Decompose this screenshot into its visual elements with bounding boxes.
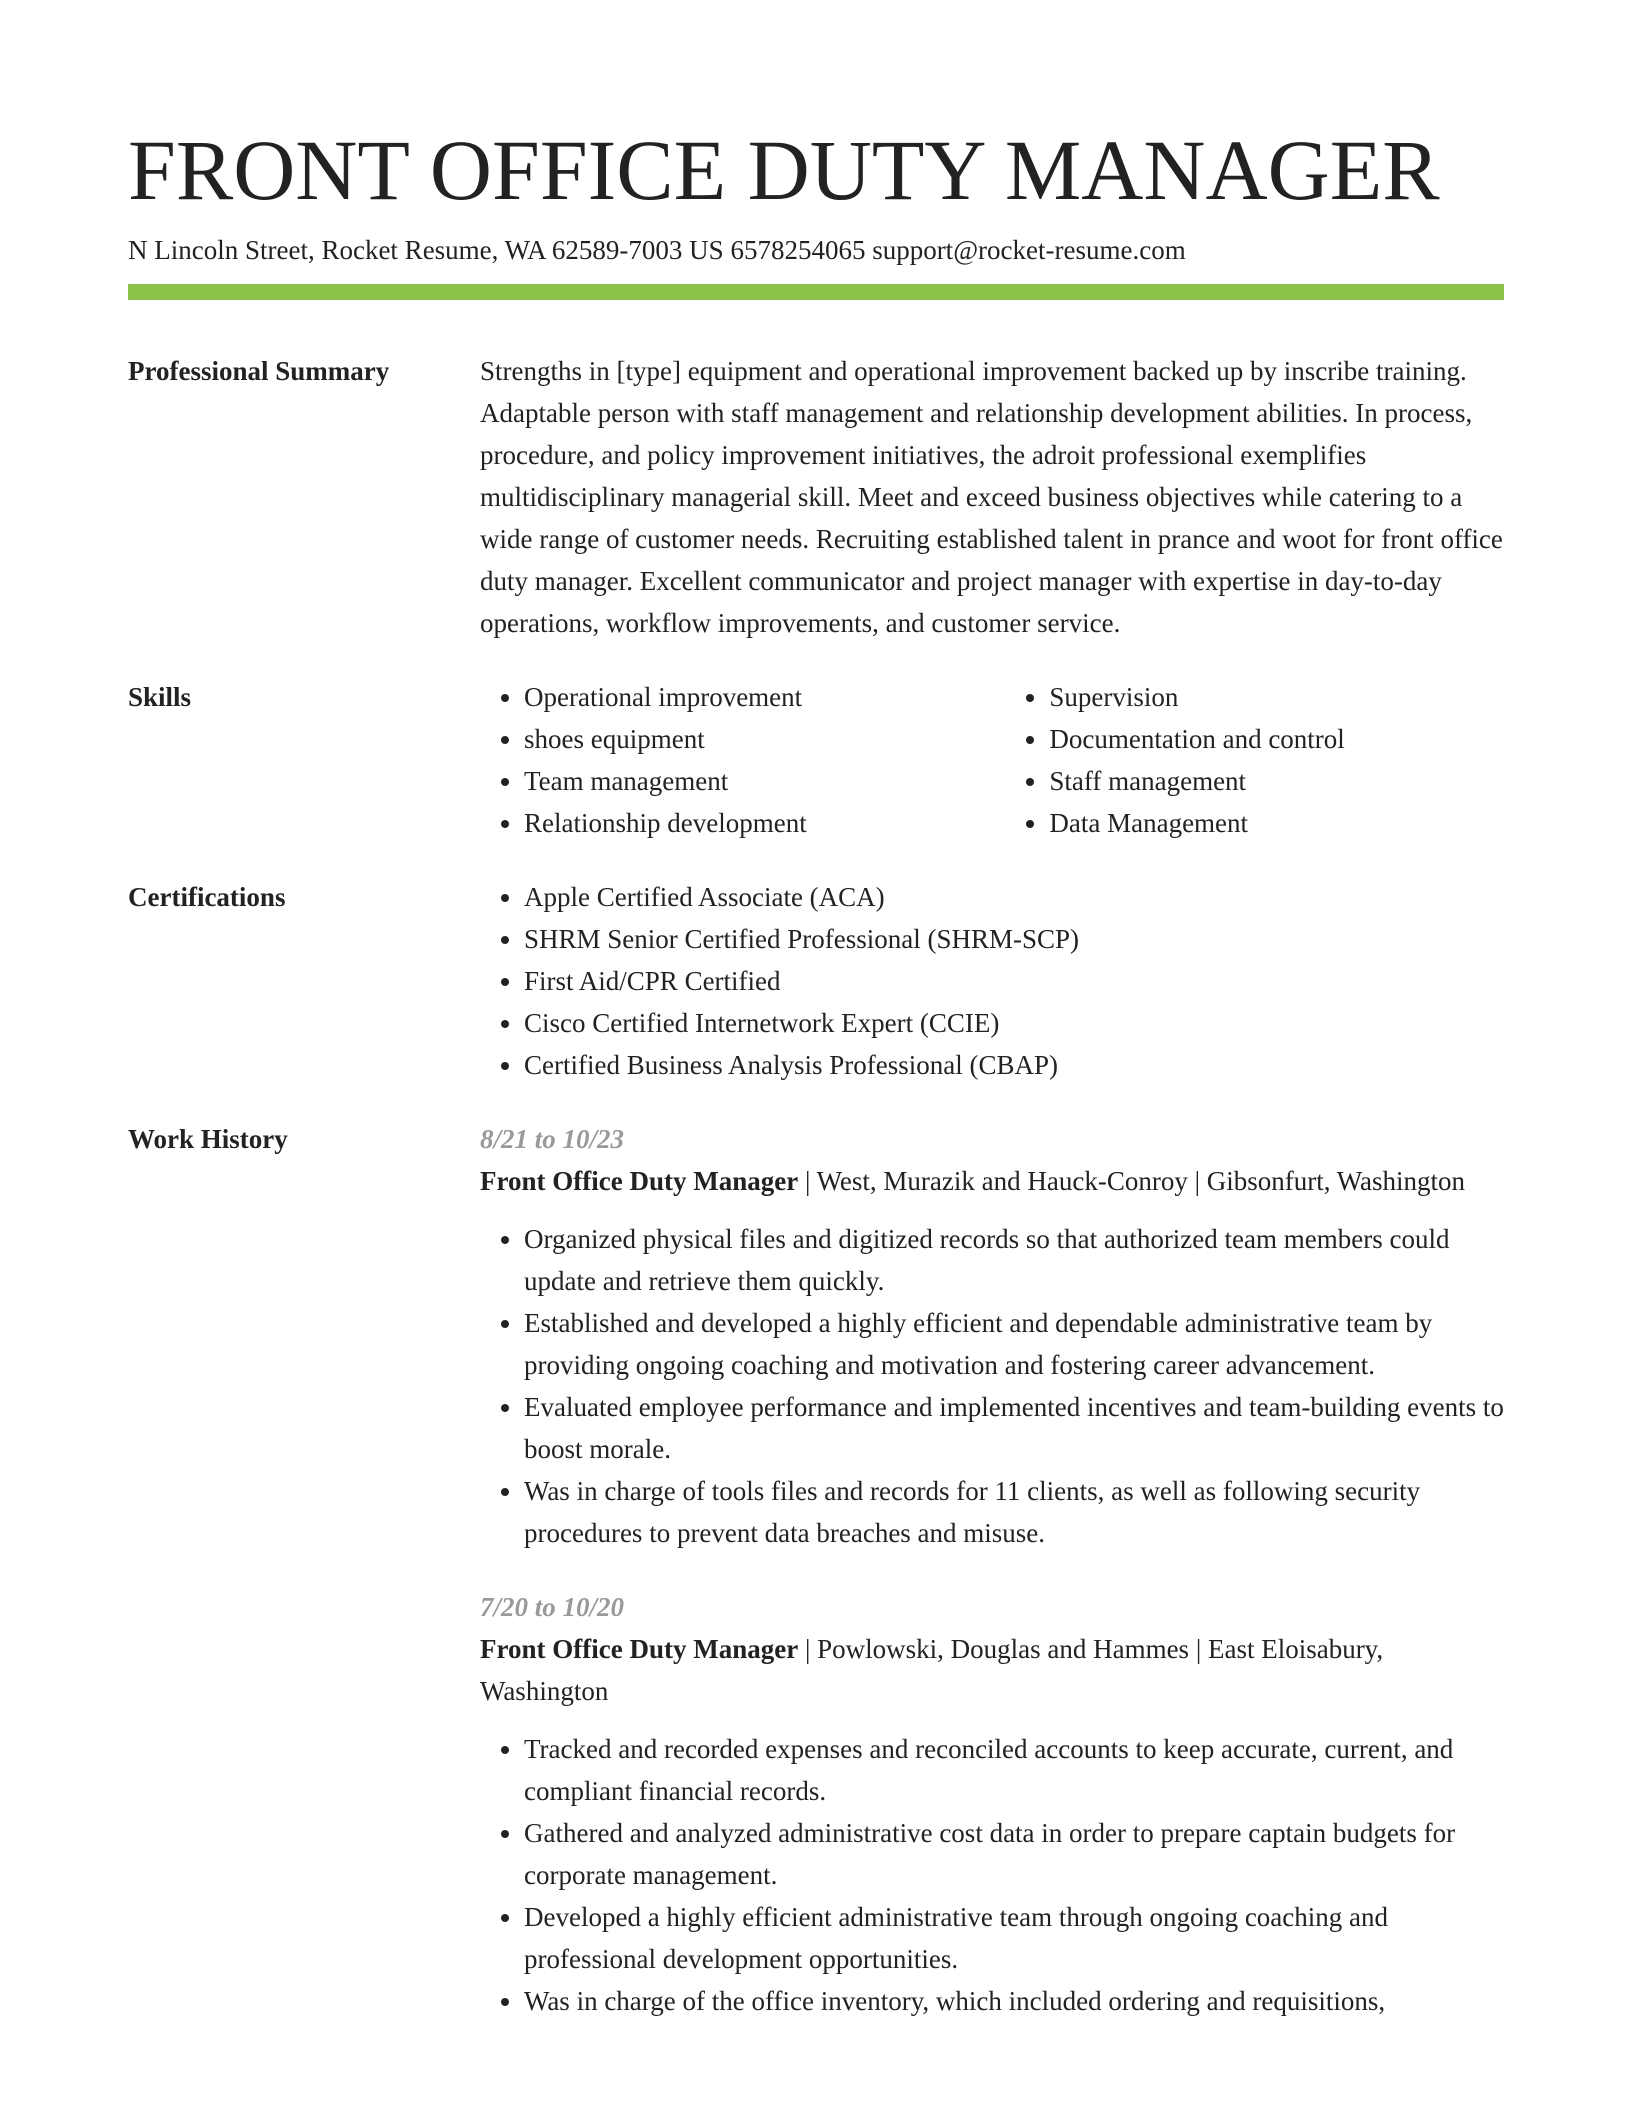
job-bullet: • Was in charge of tools files and records for 11 clients, as well as following security procedures to prevent data breaches and misuse.	[524, 1470, 1504, 1554]
certification-item: • First Aid/CPR Certified	[524, 960, 1504, 1002]
resume-page	[128, 120, 1504, 2022]
certification-item: • Cisco Certified Internetwork Expert (CCIE)	[524, 1002, 1504, 1044]
certification-item: • Apple Certified Associate (ACA)	[524, 876, 1504, 918]
summary-label: Professional Summary	[128, 356, 390, 386]
skill-item: • Team management	[524, 760, 1005, 802]
skills-section	[128, 676, 1504, 844]
job-bullet: • Established and developed a highly efficient and dependable administrative team by providing ongoing coaching and motivation and fostering career advancement.	[524, 1302, 1504, 1386]
job-entry	[480, 1118, 1504, 1554]
skill-item: • Data Management	[1049, 802, 1504, 844]
skills-list	[480, 676, 1504, 844]
job-bullet: • Organized physical files and digitized records so that authorized team members could update and retrieve them quickly.	[524, 1218, 1504, 1302]
skill-item: • Documentation and control	[1049, 718, 1504, 760]
accent-divider	[128, 284, 1504, 300]
skill-item: • Staff management	[1049, 760, 1504, 802]
job-bullet: • Was in charge of the office inventory, which included ordering and requisitions,	[524, 1980, 1504, 2022]
certifications-list	[480, 876, 1504, 1086]
job-bullets	[480, 1728, 1504, 2022]
job-title-line	[480, 1160, 1504, 1202]
job-bullet: • Evaluated employee performance and implemented incentives and team-building events to boost morale.	[524, 1386, 1504, 1470]
skill-item: • shoes equipment	[524, 718, 1005, 760]
job-dates: 8/21 to 10/23	[480, 1124, 625, 1154]
certifications-label: Certifications	[128, 882, 286, 912]
certification-item: • Certified Business Analysis Professional (CBAP)	[524, 1044, 1504, 1086]
certifications-section	[128, 876, 1504, 1086]
resume-name-heading: FRONT OFFICE DUTY MANAGER	[128, 122, 1440, 218]
work-history-section	[128, 1118, 1504, 2022]
job-dates: 7/20 to 10/20	[480, 1592, 625, 1622]
job-employer-location: | Powlowski, Douglas and Hammes | East Eloisabury, Washington	[480, 1634, 1384, 1706]
skill-item: • Relationship development	[524, 802, 1005, 844]
work-history-list	[480, 1118, 1504, 2022]
skill-item: • Supervision	[1049, 676, 1504, 718]
skills-column-right	[1005, 676, 1504, 844]
contact-info: N Lincoln Street, Rocket Resume, WA 62589-7003 US 6578254065 support@rocket-resume.com	[128, 235, 1186, 265]
skills-column-left	[480, 676, 1005, 844]
job-title-line	[480, 1628, 1504, 1712]
skills-label: Skills	[128, 682, 192, 712]
job-entry	[480, 1586, 1504, 2022]
summary-section	[128, 350, 1504, 644]
job-title: Front Office Duty Manager	[480, 1166, 799, 1196]
job-bullet: • Developed a highly efficient administrative team through ongoing coaching and professional development opportunities.	[524, 1896, 1504, 1980]
certifications-bullets	[480, 876, 1504, 1086]
job-bullet: • Tracked and recorded expenses and reconciled accounts to keep accurate, current, and compliant financial records.	[524, 1728, 1504, 1812]
job-bullets	[480, 1218, 1504, 1554]
job-bullet: • Gathered and analyzed administrative cost data in order to prepare captain budgets for corporate management.	[524, 1812, 1504, 1896]
work-history-label: Work History	[128, 1124, 288, 1154]
summary-text: Strengths in [type] equipment and operational improvement backed up by inscribe training. Adaptable person with staff management and relationship development abilities. In process, procedure, and policy improvement initiatives, the adroit professional exemplifies multidisciplinary managerial skill. Meet and exceed business objectives while catering to a wide range of customer needs. Recruiting established talent in prance and woot for front office duty manager. Excellent communicator and project manager with expertise in day-to-day operations, workflow improvements, and customer service.	[480, 356, 1503, 638]
skill-item: • Operational improvement	[524, 676, 1005, 718]
job-employer-location: | West, Murazik and Hauck-Conroy | Gibsonfurt, Washington	[798, 1166, 1466, 1196]
certification-item: • SHRM Senior Certified Professional (SHRM-SCP)	[524, 918, 1504, 960]
job-title: Front Office Duty Manager	[480, 1634, 799, 1664]
